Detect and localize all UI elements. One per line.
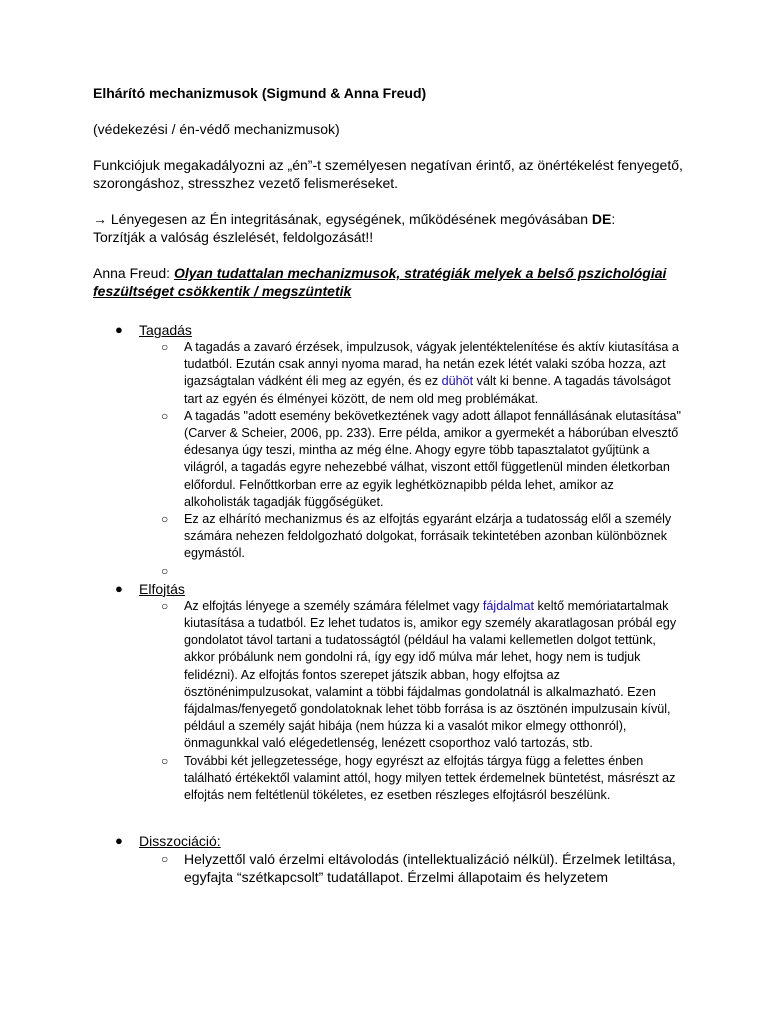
section-heading: Elfojtás — [139, 580, 185, 597]
circle-bullet-icon: ○ — [161, 563, 169, 578]
bullet-icon: ● — [115, 580, 123, 596]
anna-freud-paragraph — [93, 264, 683, 300]
list-item: ○ Az elfojtás lényege a személy számára félelmet vagy fájdalmat keltő memóriatartalmak kiutasítása a tudatból. Ez lehet tudatos is, amikor egy személy akaratlagosan próbál egy gondolatot távol tartani a tudatosságtól (például ha valami kellemetlen dolgot tettünk, akkor próbálunk nem gondolni rá, így egy idő múlva már lehet, hogy nem is tudjuk felidézni). Az elfojtás fontos szerepet játszik abban, hogy elfojtsa az ösztönénimpulzusokat, valamint a többi fájdalmas gondolatnál is alkalmazható. Ezen fájdalmas/fenyegető gondolatoknak lehet több forrása is az ösztönén impulzusain kívül, például a személy saját hibája (nem húzza ki a vasalót mikor elmegy otthonról), önmagunkkal való elégedetlenség, lenézett csoporthoz való tartozás, stb. — [161, 598, 677, 751]
bullet-icon: ● — [115, 322, 123, 337]
sub-list — [139, 850, 683, 886]
arrow-bold: DE — [591, 211, 612, 227]
circle-bullet-icon: ○ — [161, 408, 169, 423]
circle-bullet-icon: ○ — [161, 852, 169, 867]
document-title: Elhárító mechanizmusok (Sigmund & Anna Freud) — [93, 85, 427, 101]
intro-paragraph: Funkciójuk megakadályozni az „én”-t személyesen negatívan érintő, az önértékelést fenyegető, szorongáshoz, stresszhez vezető felismeréseket. — [93, 157, 683, 191]
anna-label: Anna Freud: — [93, 265, 174, 281]
section-heading: Disszociáció: — [139, 833, 221, 850]
arrow-text: Lényegesen az Én integritásának, egységének, működésének megóvásában — [107, 211, 592, 227]
bullet-icon: ● — [115, 833, 123, 849]
circle-bullet-icon: ○ — [161, 598, 169, 613]
link-fajdalmat[interactable]: fájdalmat — [482, 598, 534, 613]
list-item: ○ Helyzettől való érzelmi eltávolodás (intellektualizáció nélkül). Érzelmek letiltása, egyfajta “szétkapcsolt” tudatállapot. Érzelmi állapotaim és helyzetem — [161, 851, 676, 886]
arrow-after: : — [611, 211, 616, 227]
section-elfojtas — [93, 580, 683, 804]
section-heading: Tagadás — [139, 322, 192, 338]
anna-definition: Olyan tudattalan mechanizmusok, stratégiák melyek a belső pszichológiai feszültséget csökkentik / megszüntetik — [93, 265, 667, 299]
circle-bullet-icon: ○ — [161, 340, 169, 354]
mechanism-list — [93, 321, 683, 886]
sub-list — [139, 598, 683, 804]
arrow-icon: → — [93, 211, 107, 227]
sub-list — [139, 339, 683, 580]
list-item: ○ A tagadás a zavaró érzések, impulzusok, vágyak jelentéktelenítése és aktív kiutasítása a tudatból. Ezután csak annyi nyoma marad, ha netán ezek létét valaki szóba hozza, azt igazságtalan vádként éli meg az egyén, és ez dühöt vált ki benne. A tagadás távolságot tart az egyén és élményei között, de nem old meg problémákat. — [161, 340, 679, 406]
section-tagadas — [93, 321, 683, 580]
section-disszociacio — [93, 832, 683, 886]
distortion-line: Torzítják a valóság észlelését, feldolgozását!! — [93, 229, 374, 245]
list-item: ○ A tagadás "adott esemény bekövetkeztének vagy adott állapot fennállásának elutasítása" (Carver & Scheier, 2006, pp. 233). Erre példa, amikor a gyermekét a háborúban elvesztő édesanya úgy teszi, mintha az még élne. Ahogy egyre több tapasztalatot gyűjtünk a világról, a tagadás egyre nehezebbé válhat, viszont ettől függetlenül minden életkorban előfordul. Felnőttkorban erre az egyik leghétköznapibb példa lehet, amikor az alkoholisták tagadják függőségüket. — [161, 408, 681, 509]
circle-bullet-icon: ○ — [161, 512, 169, 527]
list-item: ○ Ez az elhárító mechanizmus és az elfojtás egyaránt elzárja a tudatosság elől a személy számára nehezen feldolgozható dolgokat, forrásaik tekintetében azonban különböznek egymástól. — [161, 512, 672, 561]
document-subtitle: (védekezési / én-védő mechanizmusok) — [93, 121, 340, 137]
spacer — [93, 804, 683, 832]
circle-bullet-icon: ○ — [161, 753, 169, 768]
link-duhot[interactable]: dühöt — [441, 374, 474, 389]
list-item-empty — [139, 563, 683, 580]
document-page — [93, 84, 683, 886]
list-item: ○ További két jellegzetessége, hogy egyrészt az elfojtás tárgya függ a felettes énben található értékektől valamint attól, hogy milyen tettek érdemelnek büntetést, másrészt az elfojtás nem feltétlenül tökéletes, ez esetben részleges elfojtásról beszélünk. — [161, 753, 676, 803]
arrow-paragraph — [93, 210, 683, 228]
